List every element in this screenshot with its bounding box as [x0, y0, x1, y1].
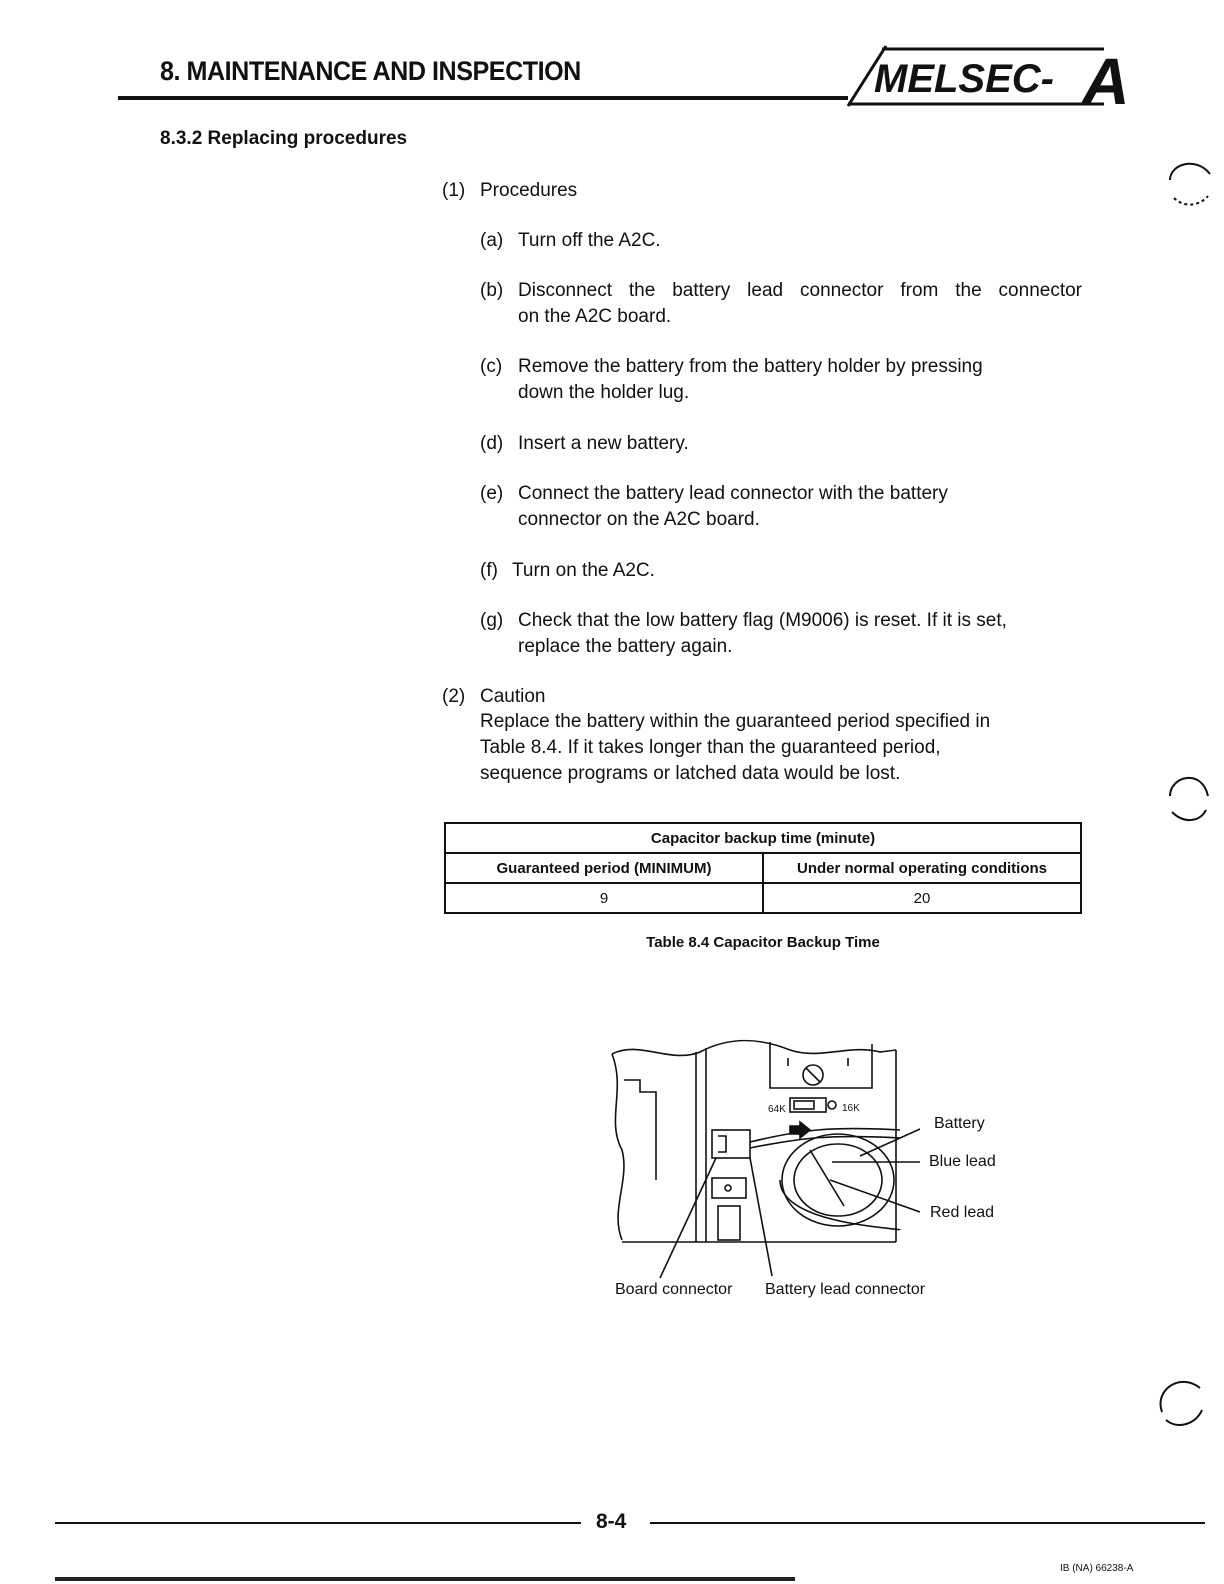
step-label: (e)	[480, 483, 504, 504]
table-header-cell: Under normal operating conditions	[763, 853, 1081, 883]
step-text: Connect the battery lead connector with the battery	[518, 483, 948, 504]
battery-diagram	[600, 1030, 920, 1310]
step-text: replace the battery again.	[518, 636, 733, 657]
chapter-title: 8. MAINTENANCE AND INSPECTION	[160, 56, 581, 86]
break-line-left	[612, 1054, 624, 1240]
punch-hole-icon	[1154, 1374, 1206, 1430]
logo-letter: A	[1082, 44, 1130, 108]
step-text: on the A2C board.	[518, 306, 672, 327]
step-d	[480, 431, 1082, 457]
step-label: (g)	[480, 610, 504, 631]
table-value-cell: 9	[445, 883, 763, 913]
capacitor-backup-table	[444, 822, 1082, 914]
table-header-cell: Guaranteed period (MINIMUM)	[445, 853, 763, 883]
bottom-edge-bar	[55, 1577, 795, 1581]
table-value-cell: 20	[763, 883, 1081, 913]
caution-title: Caution	[480, 686, 546, 707]
leader-battery-lead-connector	[750, 1158, 772, 1276]
step-label: (f)	[480, 560, 498, 581]
procedures-label: (1)	[442, 180, 466, 201]
punch-hole-icon	[1166, 158, 1216, 208]
step-label: (a)	[480, 230, 504, 251]
footer-rule	[55, 1522, 581, 1524]
step-text: Disconnect the battery lead connector from the connector	[518, 280, 1082, 301]
step-f	[480, 558, 1082, 584]
label-battery-lead-connector: Battery lead connector	[765, 1281, 926, 1298]
switch-label-16k: 16K	[842, 1103, 860, 1114]
step-c	[480, 354, 1082, 406]
caution-line: Table 8.4. If it takes longer than the guaranteed period,	[480, 737, 941, 758]
section-heading: 8.3.2 Replacing procedures	[160, 128, 408, 149]
battery-circle	[794, 1144, 882, 1216]
label-battery: Battery	[934, 1115, 985, 1132]
arrow-icon	[790, 1122, 810, 1138]
procedures-title: Procedures	[480, 180, 578, 201]
logo-text: MELSEC-	[874, 57, 1054, 101]
melsec-logo	[842, 42, 1132, 108]
label-red-lead: Red lead	[930, 1204, 995, 1221]
step-label: (b)	[480, 280, 504, 301]
break-line-top	[612, 1041, 896, 1056]
page-number: 8-4	[596, 1510, 627, 1533]
footer-rule	[650, 1522, 1205, 1524]
step-text: Turn off the A2C.	[518, 230, 661, 251]
memory-switch	[790, 1098, 826, 1112]
label-blue-lead: Blue lead	[929, 1153, 996, 1170]
step-text: Turn on the A2C.	[512, 560, 655, 581]
caution-label: (2)	[442, 686, 466, 707]
header-rule	[118, 96, 848, 100]
label-board-connector: Board connector	[615, 1281, 733, 1298]
step-text: Insert a new battery.	[518, 433, 689, 454]
table-caption: Table 8.4 Capacitor Backup Time	[646, 934, 880, 951]
step-text: connector on the A2C board.	[518, 509, 760, 530]
caution-line: Replace the battery within the guaranteed period specified in	[480, 711, 991, 732]
step-e	[480, 481, 1082, 533]
caution-line: sequence programs or latched data would be lost.	[480, 763, 901, 784]
punch-hole-icon	[1166, 770, 1216, 826]
step-label: (d)	[480, 433, 504, 454]
step-label: (c)	[480, 356, 503, 377]
leader-board-connector	[660, 1158, 716, 1278]
step-a	[480, 228, 1082, 254]
document-code: IB (NA) 66238-A	[1060, 1563, 1134, 1574]
step-text: down the holder lug.	[518, 382, 690, 403]
switch-label-64k: 64K	[768, 1104, 786, 1115]
leader-red-lead	[830, 1180, 920, 1212]
step-b	[480, 278, 1082, 330]
step-text: Remove the battery from the battery holder by pressing	[518, 356, 983, 377]
table-title-cell: Capacitor backup time (minute)	[445, 823, 1081, 853]
board-connector-shape	[712, 1130, 750, 1158]
step-g	[480, 608, 1082, 660]
step-text: Check that the low battery flag (M9006) is reset. If it is set,	[518, 610, 1007, 631]
